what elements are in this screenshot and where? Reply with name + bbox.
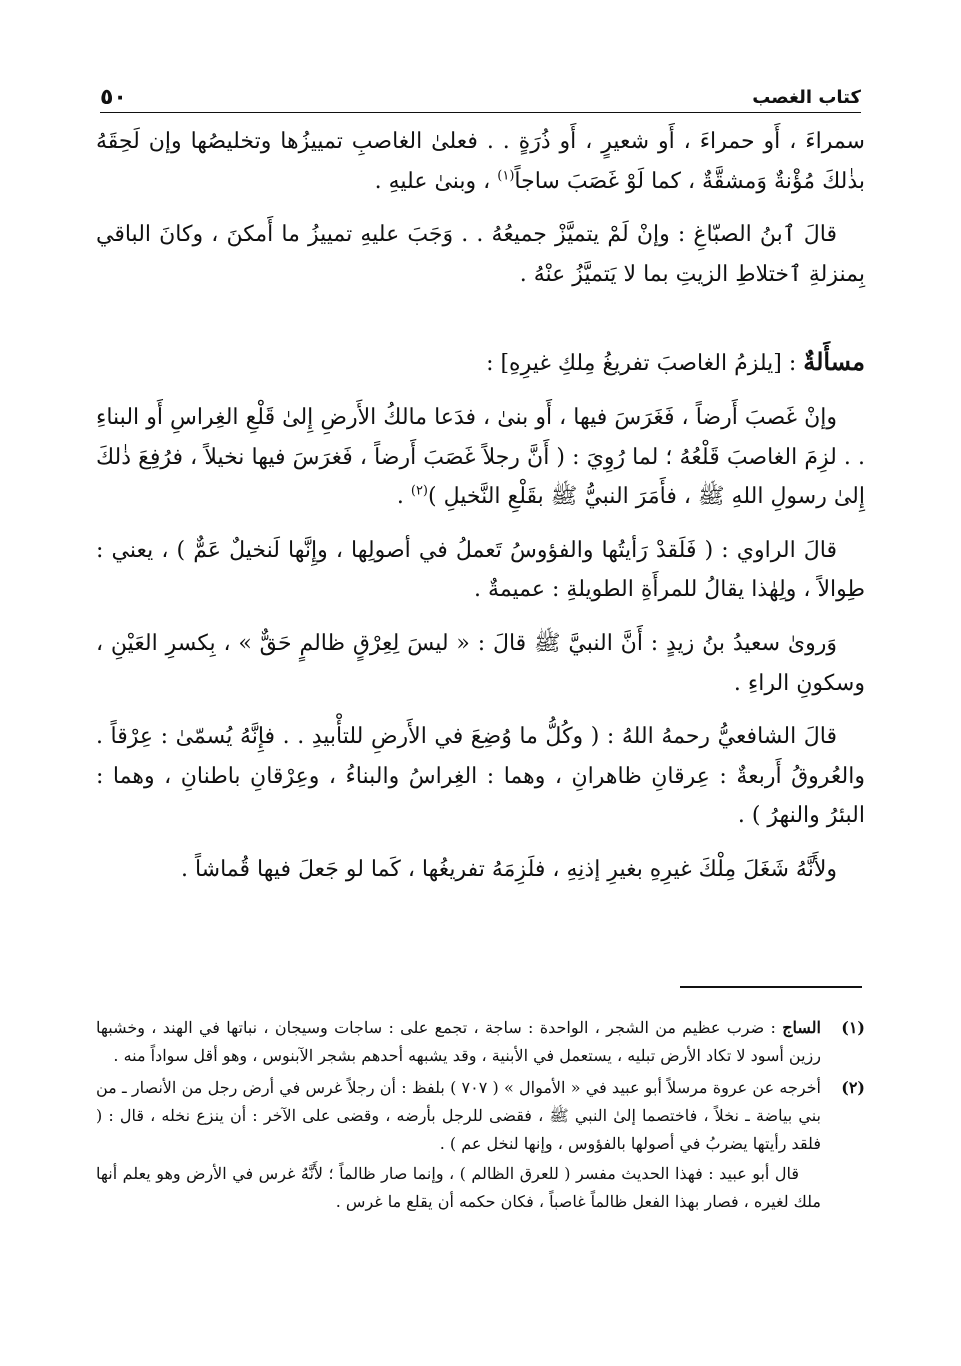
masala-word: مسأَلةٌ — [803, 347, 865, 377]
footnote-2-text-continued: قال أبو عبيد : فهذا الحديث مفسر ( للعرق الظالم ) ، وإنما صار ظالماً ؛ لأَنَّهُ غرس في الأرض وهو يعلم أنها ملك لغيره ، فصار بهذا الفعل ظالماً غاصباً ، فكان حكمه أن يقلع ما غرس . — [96, 1164, 821, 1211]
masala-heading — [96, 340, 865, 384]
paragraph-1-text-b: ، وبنىٰ عليهِ . — [374, 168, 498, 194]
footnote-1-body — [96, 1014, 821, 1070]
footnote-2-number: (٢) — [841, 1078, 865, 1097]
footnotes — [96, 1014, 865, 1220]
footnote-ref-2: (٢) — [410, 483, 428, 499]
main-text — [96, 122, 865, 904]
page-header — [100, 82, 861, 113]
footnote-1-term: الساج — [782, 1018, 821, 1037]
running-title: كتاب الغصب — [752, 87, 861, 108]
footnote-2-body — [96, 1074, 821, 1216]
footnote-1-text: : ضرب عظيم من الشجر ، الواحدة : ساجة ، تجمع على : ساجات وسيجان ، نباتها في الهند ، وخشبها رزين أسود لا تكاد الأرض تبليه ، يستعمل في الأبنية ، وقد يشبهه أحدهم بشجر الآبنوس ، وهو أقل سواداً منه . — [96, 1018, 821, 1065]
paragraph-1 — [96, 122, 865, 201]
footnote-1-number: (١) — [841, 1018, 865, 1037]
page-number: ٥٠ — [100, 85, 127, 110]
paragraph-2: قالَ ٱبنُ الصبّاغِ : وإنْ لَمْ يتميَّزْ جميعُهُ . . وَجَبَ عليهِ تمييزُ ما أَمكنَ ، وكانَ الباقي بِمنزلةِ ٱختلاطِ الزيتِ بما لا يَتميَّزُ عنْهُ . — [96, 222, 865, 287]
footnote-divider — [680, 986, 862, 988]
footnote-ref-1: (١) — [497, 168, 515, 184]
paragraph-3-text-a: وإنْ غَصبَ أَرضاً ، فَغَرَسَ فيها ، أَو بنىٰ ، فدَعا مالكُ الأَرضِ إِلىٰ قَلْعِ الغِراسِ أَو البناءِ . . لزِمَ الغاصبَ قَلْعُهُ ؛ لما رُوِيَ : ( أَنَّ رجلاً غَصَبَ أَرضاً ، فَغرَسَ فيها نخيلاً ، فرُفِعَ ذٰلكَ إِلىٰ رسولِ اللهِ ﷺ ، فأَمَرَ النبيُّ ﷺ بقَلْعِ النَّخيلِ ) — [96, 404, 865, 510]
paragraph-4: قالَ الراوي : ( فَلَقدْ رَأيتُها والفؤوسُ تَعملُ في أصولِها ، وإِنَّها لَنخيلٌ عَمٌّ ) ، يعني : طِوالاً ، ولِهٰذا يقالُ للمرأَةِ الطويلةِ : عميمةٌ . — [96, 537, 865, 603]
paragraph-7: ولأَنَّهُ شَغَلَ مِلْكَ غيرِهِ بغيرِ إذنِهِ ، فلَزِمَهُ تفريغُها ، كَما لو جَعلَ فيها قُماشاً . — [180, 856, 837, 882]
paragraph-3-text-b: . — [396, 484, 411, 510]
footnote-1 — [96, 1014, 865, 1070]
paragraph-6: قالَ الشافعيُّ رحمهُ اللهُ : ( وكُلُّ ما وُضِعَ في الأَرضِ للتأْبيدِ . . فإِنَّهُ يُسمّىٰ : عِرْقاً . والعُروقُ أَربعةٌ : عِرقانِ ظاهرانِ ، وهما : الغِراسُ والبناءُ ، وعِرْقانِ باطنانِ ، وهما : البئرُ والنهرُ ) . — [96, 724, 865, 829]
paragraph-3 — [96, 398, 865, 517]
footnote-2 — [96, 1074, 865, 1216]
paragraph-1-text-a: سمراءَ ، أَو حمراءَ ، أَو شعيرٍ ، أَو ذُرَةٍ . . فعلىٰ الغاصبِ تمييزُها وتخليصُها وإن لَحِقَهُ بذٰلكَ مُؤْنةٌ وَمشقَّةٌ ، كما لَوْ غَصَبَ ساجاً — [96, 129, 865, 194]
paragraph-5: وَروىٰ سعيدُ بنُ زيدٍ : أَنَّ النبيَّ ﷺ قالَ : « ليسَ لِعِرْقٍ ظالمٍ حَقٌّ » ، بِكسرِ العَيْنِ ، وسكونِ الراءِ . — [96, 630, 865, 696]
masala-title: : [يلزمُ الغاصبَ تفريغُ مِلكِ غيرِهِ] : — [486, 351, 804, 377]
footnote-2-text: أخرجه عن عروة مرسلاً أبو عبيد في « الأموال » ( ٧٠٧ ) بلفظ : أن رجلاً غرس في أرض رجل من الأنصار ـ من بني بياضة ـ نخلاً ، فاختصما إلىٰ النبي ﷺ ، فقضى للرجل بأرضه ، وقضى على الآخر : أن ينزع نخله ، قال : ( فلقد رأيتها يضربُ في أصولها بالفؤوس ، وإنها لنخل عم ) . — [96, 1078, 821, 1153]
